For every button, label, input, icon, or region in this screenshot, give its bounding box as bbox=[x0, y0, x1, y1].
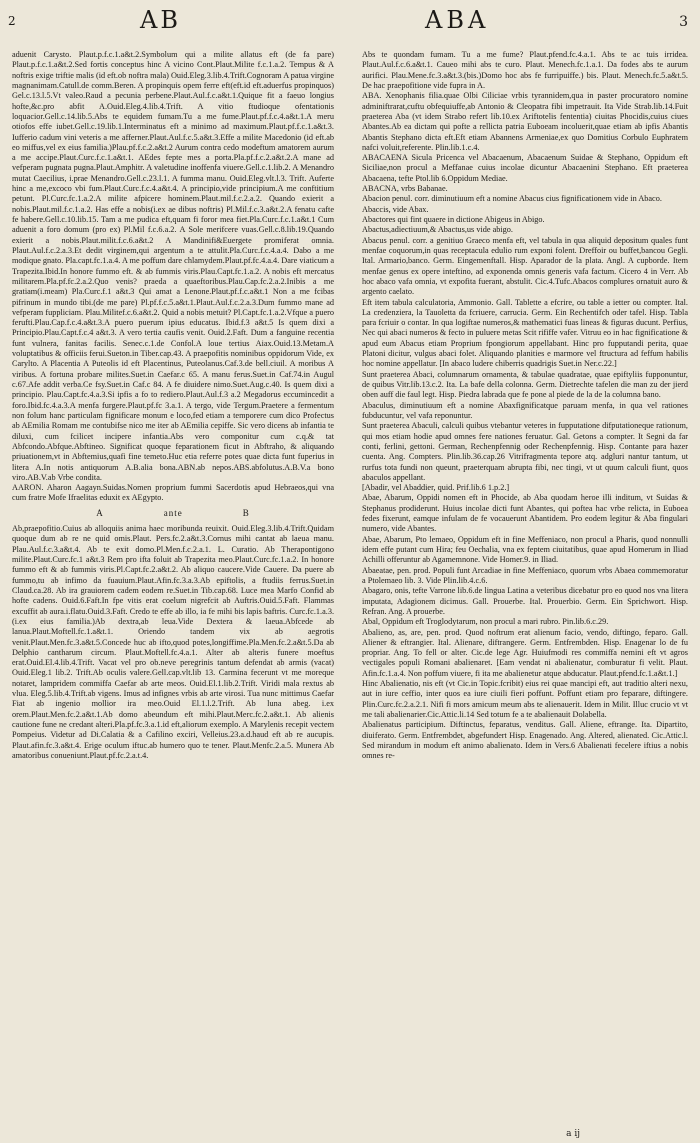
entry-abaculi-calculi: Sunt praeterea Abaculi, calculi quibus vtebantur veteres in fupputatione difputationeque rationum, qui mos etiam hodie apud omnes fere nationes feruatur. Gal. Getons a compter. It Segni da far conti, ferlini, gettoni. German, Rechenpfennig oder Rechenpfennig. Hisp. Contante para hazer cuenta. Ang. Compters. Plin.lib.36.cap.26 Vitrifragmenta tepore atq. adgluri nantur tantum, ut rurfus tota fundi non queunt, praeterquam abrupta fibi, nec tingi, vt ut quum calculi fiunt, quos abaculos appellant. bbox=[362, 421, 688, 482]
signature-mark: a ij bbox=[566, 1129, 580, 1139]
entry-abaccis: Abaccis, vide Abax. bbox=[362, 204, 429, 214]
left-text-column bbox=[12, 50, 334, 1135]
section-divider bbox=[12, 508, 334, 518]
divider-word-ante: ante bbox=[163, 507, 183, 518]
divider-letter-b: B bbox=[242, 507, 250, 518]
divider-letter-a: A bbox=[96, 507, 104, 518]
entry-abacus-tabula: Eft item tabula calculatoria, Ammonio. Gall. Tablette a efcrire, ou table a ietter ou compter. Ital. La credenziera, la Tauoletta da fcriuere, carrucia. Germ. Ein Rechentifch oder tafel. Hisp. Tabla para fcriuir o contar. In qua logiftae numeros,& mathematici fuas lineas & figuras ducunt. Perfius, Nec qui abaci numeros & fecto in puluere metas Scit rififfe vafer. Vitruu eo in hac fignificatione & apud eum Abacus etiam Proprium fpongiorum appellabant. Hinc pro fupputandi perita, quae Platoni dicitur, vulgus abaci folet. Aliquando planities e marmore vel ftructura ad feffum habilis hoc nomine appellatur. [In abaco ludere chiberris quadrigis Suet.in Ner.c.22.] bbox=[362, 297, 688, 369]
entry-abaci-columnarum: Sunt praeterea Abaci, columnarum ornamenta, & tabulae quadratae, quae epiftyliis fupponuntur, de quibus Vitr.lib.13.c.2. Ita. La bafe della colonna. Germ. Dietrechte tafelen die man zu der jierd oben auff die faul legt. Hisp. Piedra labrada que fe pone al piede de la de la columna bano. bbox=[362, 369, 688, 400]
entry-abalienatio: Hinc Abalienatio, nis eft (vt Cic.in Topic.fcribit) eius rei quae mancipi eft, aut traditio alteri nexu, aut in iure ceffio, inter quos ea iure ciuili fieri poffunt. Poffunt etiam pro feparare, diftingere. Plin.Curc.fc.2.a.2.1. Nifi fi mors amicum meum abs te alienauerit. Idem in Milit. Illuc crucio vt vt me tali abalienarier.Cic.Attic.li.14 Sed totum fe a te abalienauit Dolabella. bbox=[362, 679, 688, 719]
entry-abae-phocide: Abae, Abarum, Oppidi nomen eft in Phocide, ab Aba quodam heroe illi inditum, vt Suidas & Stephanus prodiderunt. Huius incolae dicti funt Abantes, qui poftea hac vrbe relicta, in Euboea fedes fixerunt, eamque infulam de fe vocauerunt Abantidem. Pro eodem legitur & Aba fingulari numero, vide Abantes. bbox=[362, 493, 688, 534]
entry-a-preposition: aduenit Carysto. Plaut.p.f.c.1.a&t.2.Symbolum qui a milite allatus eft (de fa pare) Plaut.p.f.c.1.a&t.2.Sed fortis conceptus hinc A vicino Cont.Plaut.Milite f.c.1.a.2. Tempus & A noftris exige triftie malis (id eft.ob noftra mala) Ouid.Eleg.3.lib.4.Trift.Cognoram A patua virgine magnanimam.Catull.de comm.Beren. A propinquis opem ferre eft(eft.id eft.aduerfus propinquos) Gel.c.13.l.5.Vt valeo.Raud a pecunia perbene.Plaut.Aul.f.c.a&t.1.Quique fit a faeuo longius hofte,&c.pro abfit A.Ouid.Eleg.4.lib.4.Trift. A vitio ftudioque ofentationis loquacior.Gell.c.14.lib.5.Abs te equidem fumam.Tu a me fume.Plaut.pf.f.c.4.a&t.1.A meru otiofos effe iubet.Gell.c.19.lib.1.Interminatus eft a minimo ad maximum.Plaut.pf.f.c.1.a&t.3. Iufferio cadum vini veteris a me afferner.Plaut.Aul.f.c.5.a&t.3.Effe a milite Macedonio (id eft.ab eo miffus,vel ex eius familia.)Plau.pf.f.c.2.a&t.2 Aurum contra cedo modeftum amatorem aurum a me accipe.Plaut.Curc.f.c.1.a&t.1. AEdes fepte mes a porta.Pla.pf.f.c.2.a&t.2.A mane ad vefperam pugnata pugna.Plaut.Amphitr. A valetudine inoffenfa viuere.Gell.c.1.lib.2. A Menandro mutat Caecilius, i.prae Menandro.Gell.c.23.l.1. A fumma manu. Ouid.Eleg.vlt.l.3. Trift. Auferte hinc a me,excoco vbi fum.Plaut.Curc.f.c.4.a&t.4. A principio,vide principium.A me conftitium petunt. Pl.Curc.fc.1.a.2.A milite afpicere hominem.Plaut.mil.f.c.2.a.2. Quando exierit a nobis.Plaut.mil.f.c.1.a.2. Has effe a nobis(i.ex ae dibus noftris) Pl.Mil.f.c.3.a&t.2.A fenatu cafte fe habere.Gell.c.10.lib.15. Tam a me pudica eft,quam fi foror mea fiet.Pla.Curc.f.c.1.a&t.1 Cum aduenit a foro domum (pro ex) Pl.Mil f.c.6.a.2. A Sole merifcere vuas.Gell.c.8.lib.19.Quando exierit a nobis.Plaut.milit.f.c.6.a&t.2 A Mandinifi&Euergete promiferat omnia. Plaut.Aul.f.c.2.a.3.Et dedit virginem,qui argentum a te attulit.Pla.Curc.f.c.4.a.4. Dabo a me modique gnato. Pla.capt.fc.1.a.4. A me poffum dare chlamydem.Plaut.pf.fc.4.a.4. Dare viaticum a Trapezita.Ibid.In honore fummo eft. & ab fummis viris.Plau.Capt.fc.1.a.2. A nobis eft mercatus militarem.Pla.pf.fc.2.a.2.Quo venis? praeda a quaeftoribus.Plau.Cap.fc.2.a.2.Inibis a me gratiam(i.meam) Pla.Curc.f.1 a&t.3 Qui amat a Lenone.Plaut.pf.f.c.a&t.1 Non a me fcibas pifrinum in mundo tibi.(de me pare) Pl.pf.f.c.5.a&t.1.Plaut.Aul.f.c.2.a.3.Dum fummo mane ad vefperam fuppliciam. Plau.Militef.c.6.a&t.2. Quid a nobis metuit? Pl.Capt.fc.1.a.2.Vfque a puero ferufti.Plau.Cap.f.c.4.a&t.3.A puero puerum ipius educatus. Ibid.f.3 a&t.5 Is quem dixi a Principio.Plau.Capt.f.c.4 a&t.3. A vero tertia caufis venit. Ouid.2.Faft. Dum a fanguine recentia funt vulnera, fanitas facilis. Senec.c.1.de Confol.A loue tertius Aiax.Ouid.13.Metam.A voluptatibus & officiis ferui.Sueton.in Tiber.cap.43. A praepofitis nominibus oppidorum Vide, ex Carylto. A Placentia A Puteolis id eft Placentinus, Puteolanus.Caf.3.de bell.ciuil. A moribus A viribus. A fortuna probare milites.Suet.in Caefar.c 65. A manu ferus.Suet.in Caf.74.in Augul c.67.Afe addit verba.Ce fsy.Suet.in Caf.c 84. A fe diuidere nimo.Suet.Aug.c.40. Is quem dixi a principio. Plau.Capt.fc.4.a.3.Si ipfis a fo to rediero.Plaut.Aul.f.3 a.2 Megadorus eccumincedit a foro.Ibid.fc.4.a.3.A menfa furgere.Plaut.pf.fc 3.a.1. A tergo, vide Tergum.Praetere a fermentum non folum hanc particulam fignificare monum e loco,fed etiam a temporere cum dico Profectus ab AEmilia Romam me contubifse nico me iter ab AEmilia cepiffe. Sic vero dicens ab infantia te diluxi, cum fcilicet incipere infantia.Abs vero componitur cum c.q.& tat Abfcondo.Abfque.Abftineo. Significat quoque feparationem ficut in Abftraho, & aliquando priuationem,vt in Abftemius,quafi fine temeto.Huc etia referre potes quae dicta funt fuperius in litera A.In notis antiquorum A.B.alia bona.ABN.ab nepos.ABS.abfolutus.A.B.V.a bono viro.AB.V.ab Vrbe condita. bbox=[12, 50, 334, 482]
entry-abaeatae: Abaeatae, pen. prod. Populi funt Arcadiae in fine Meffeniaco, quorum vrbs Abaea commemoratur a Ptolemaeo lib. 3. Vide Plin.lib.4.c.6. bbox=[362, 565, 688, 585]
entry-abs: Abs te quondam fumam. Tu a me fume? Plaut.pfend.fc.4.a.1. Abs te ac tuis irridea. Plaut.Aul.f.c.6.a&t.1. Caueo mihi abs te curo. Plaut. Menech.fc.1.a.1. Da fodes abs te aurum aurifici. Plau.Mene.fc.3.a&t.3.(bis.)Domo hoc abs fe furripuiffe.) bis. Plaut. Menech.fc.5.a&t.5. De hac praepofitione vide fupra in A. bbox=[362, 50, 688, 90]
entry-abalieno: Abalieno, as, are, pen. prod. Quod noftrum erat alienum facio, vendo, diftingo, feparo. Gall. Aliener & eftrangier. Ital. Alienare, diftrangere. Germ. Entfrembden. Hisp. Enagenar lo de fu propriar. Ang. To fell or alter. Cic.de lege Agr. Huiufmodi res commiffa nemini eft vt agros vectigales populi Romani abalienaret. [Eam vendat ni abalienatur, comburatur fi velit. Plaut. Afin.fc.1.a.4. Non poffum viuere, fi ita me abalienetur atque abducatur. Plaut.pfend.fc.1.a&t.1.] bbox=[362, 627, 688, 678]
entry-abaculus: Abaculus, diminutiuum eft a nomine Abaxfignificatque paruam menfa, in qua vel rationes fubducuntur, vel vafa reponuntur. bbox=[362, 400, 688, 420]
entry-aaron: AARON. Aharon Aagayn.Suidas.Nomen proprium fummi Sacerdotis apud Hebraeos,qui vna cum fratre Mofe Ifraelitas eduxit ex AEgypto. bbox=[12, 483, 334, 503]
entry-abadir: [Abadir, vel Abaddier, quid. Prif.lib.6 1.p.2.] bbox=[362, 483, 510, 493]
right-running-title: ABA bbox=[425, 6, 490, 34]
running-header bbox=[0, 4, 700, 44]
entry-abactus: Abactus,adiectiuum,& Abactus,us vide abigo. bbox=[362, 225, 513, 235]
entry-aba: ABA. Xenophanis filia.quae Olbi Ciliciae vrbis tyrannidem,qua in paster procuratoro nomine adminiftrarat,cuftu obfequiuffe,ab Antonio & Cleopatra fibi impetrauit. Ita Vide Strab.lib.14.Fuit praeterea Aba (vt idem Strabo refert lib.10.ex Ariftotelis fententia) ciuitas Phocidis,cuius ciues Abantes.Ab ea dictam qui pofte a rellicta patria Euboeam incoluerit,quae etiam ab ipfis Abantis Abantis Stephano dicta eft.Eft etiam Abannens Armeniae,ex quo Domitius Corbulo Euphratem nafci voluit,referente. Plin.lib.1.c.4. bbox=[362, 91, 688, 152]
entry-abacaena: ABACAENA Sicula Pricenca vel Abacaenum, Abacaenum Suidae & Stephano, Oppidum eft Siciliae,non procul a Meffanae cuius incolae dicuntur Abacaenini Stephano. Eft praeterea Abacaena, tefte Ptol.lib 6.Oppidum Mediae. bbox=[362, 153, 688, 183]
right-page-number: 3 bbox=[679, 14, 688, 30]
entry-abagaro: Abagaro, onis, tefte Varrone lib.6.de lingua Latina a veteribus dicebatur pro eo quod nos vna litera imputata, Adagionem dicimus. Gall. Prouerbe. Ital. Prouerbio. Germ. Ein Sprichwort. Hisp. Refran. Ang. A prouerbe. bbox=[362, 586, 688, 616]
entry-abacna: ABACNA, vrbs Babanae. bbox=[362, 184, 448, 194]
entry-abal: Abal, Oppidum eft Troglodytarum, non procul a mari rubro. Pin.lib.6.c.29. bbox=[362, 617, 609, 627]
right-text-column bbox=[362, 50, 688, 1135]
entry-abacion: Abacion penul. corr. diminutiuum eft a nomine Abacus cius fignificationem vide in Abaco. bbox=[362, 194, 662, 204]
entry-ab-preposition: Ab,praepofitio.Cuius ab alloquiis anima haec moribunda reuixit. Ouid.Eleg.3.lib.4.Trift.Quidam quoque dum ab re ne quid omis.Plaut. Pers.fc.2.a&t.3.Cornus mihi cantat ab laeua manu. Plau.Aul.f.c.3.a&t.4. Ab te exit domo.Pl.Men.f.c.2.a.1. L. Curatio. Ab Therapontigono milite.Plaut.Curc.fc.1 a&t.3 Rem pro ifta foluit ab Trapezita meo.Plaut.Curc.fc.1.a.2. In honore fummo eft & ab fummis viris.Pl.Capt.fc.2.a&t.2. Ab aliquo caucere.Vide Cauere. Da puere ab fummo,tu ab infimo da fuauium.Plaut.Afin.fc.3.a.3.Ab epiftolis, a ftudiis ferrus.Suet.in Claud.ca.28. Ab ira grauiorem cadem eodem re.Suet.in Tib.cap.68. Luce mea Marfo Confid ab hofte cadens. Ouid.6.Faft.In fpe vitis erat coelum nigrefcit ab Auftris.Ouid.5.Faft. Flammas excuffit ab aura.i.flatu.Ouid.3.Faft. Credo te effe ab illo, ia fe mihi bis lapis baftris. Curc.fc.1.a.3.(i.ex eius familia.)Ab dextra,ab leua.Vide Dextera & laeua.Abfcede ab lanua.Plaut.Moftell.fc.1.a&t.1. Oriendo tandem vix ab aegrotis venit.Plaut.Men.fc.3.a&t.5.Concede huc ab ifto,quod potes,longiffime.Pla.Men.fc.2.a&t.5.Da ab Delphio cantharum circum. Plaut.Moftell.fc.4.a.1. Alter ab alteris funere moeftus erat.Ouid.El.4.lib.4.Trift. Vacat vel pro ob.neve peregrinis tantum defendat ab armis (vacat) Ouid.Eleg.1 lib.2. Trift.Ab oculis valere.Gell.cap.vlt.lib 13. Carmina fecerunt vt me moreque notaret, lampridem commiffa Caefar ab arte meos. Ouid.El.1.lib.2.Trift. Viridi mala rextus ab vlua. Eleg.5.lib.4.Trift.ab vigens. Imus ad infignes vrbis ab arte virosi. Tua nunc mittimus Caefar Fiat ab ingenio mollior ira meo.Ouid El.1.l.2.Trift. Ab luna abeg. i.ex orem.Plaut.Men.fc.2.a&t.1.Ab domo abeundum eft mihi.Plaut.Merc.fc.2.a&t.1. Ab alienis cautione fune ne credant alteri.Pla.pf.fc.3.a.1.id eft,aliorum exemplo. A Marylenis recepit vectem Pompeius. Videtur ad Di.Calatia & a Cafilino exciri, Velleius.23.a.d.haud eft ab re aucupis. Plaut.afin.fc.3.a&t.4. Erige oculum iftuc.ab humero quo te tener. Plaut.Menfc.2.a.5. Munera Ab amatoribus conueniunt.Plaut.pf.fc.2.a.t.4. bbox=[12, 524, 334, 760]
left-page-number: 2 bbox=[8, 14, 16, 28]
entry-abae-messeniaco: Abae, Abarum, Pto lemaeo, Oppidum eft in fine Meffeniaco, non procul a Pharis, quod nonnulli idem effe putant cum Hira; feu Oechalia, vna ex feptem ciuitatibus, quae apud Homerum in Iliad Achilli offeruntur ab Agamemnone. Vide Homer.9. in Iliad. bbox=[362, 534, 688, 565]
left-running-title: AB bbox=[140, 6, 181, 34]
entry-abactores: Abactores qui fint quaere in dictione Abigeus in Abigo. bbox=[362, 215, 545, 224]
entry-abalienatus: Abalienatus participium. Diftinctus, feparatus, venditus. Gall. Aliene, eftrange. Ita. Dipartito, diuiferato. Germ. Entfrembdet, abgefundert Hisp. Enagenado. Ang. Altered, alienated. Cic.Attic.l. Sed mirandum in modum eft animo abalienato. Idem in Vers.6 Abalienati fecelere iftius a nobis omnes re- bbox=[362, 720, 688, 761]
entry-abacus: Abacus penul. corr. a genitiuo Graeco menfa eft, vel tabula in qua aliquid depositum quales funt menfae coquorum,in quas receptacula edulio rum exponi folent. Dreffoir ou buffet,bancou Gegli. Ital. Armario,banco. Germ. Eingemenftall. Hisp. Aparador de la plata. Angl. A cupborde. Item menfae genus ex opere inteftino, ad exponenda omnis generis vafa factum. Cicero 4 in Verr. Ab hoc abaco vafa omnia, vt expofita fuerant, abstulit. Cic.4.Tufc.Abacos complures ornatuit auro & argento caelato. bbox=[362, 235, 688, 297]
